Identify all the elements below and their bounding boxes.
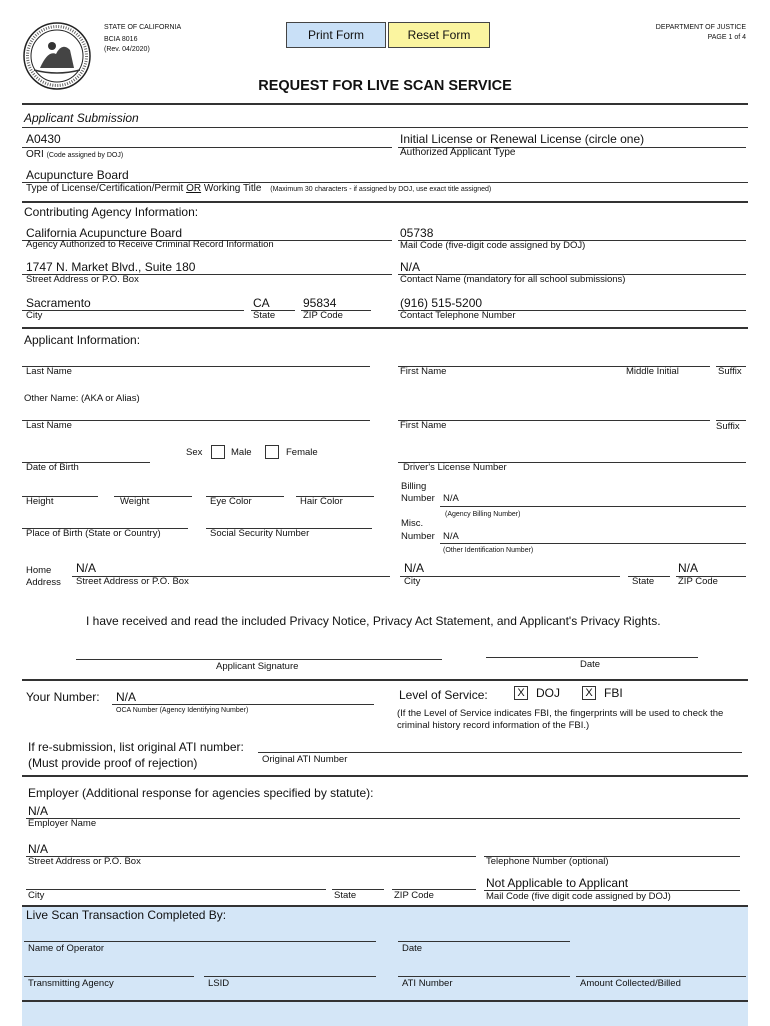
employer-street-label: Street Address or P.O. Box: [28, 856, 141, 867]
billing-note: (Agency Billing Number): [445, 511, 521, 518]
divider: [22, 1000, 748, 1002]
female-checkbox[interactable]: [265, 445, 279, 459]
weight-label: Weight: [120, 496, 150, 507]
fbi-note-line1: (If the Level of Service indicates FBI, the fingerprints will be used to check the: [397, 708, 724, 719]
amount-label: Amount Collected/Billed: [580, 978, 681, 989]
aka-first-name-label: First Name: [400, 420, 447, 431]
original-ati-label: Original ATI Number: [262, 754, 348, 765]
first-name-label: First Name: [400, 366, 447, 377]
other-name-label: Other Name: (AKA or Alias): [24, 393, 140, 404]
agency-city-label: City: [26, 310, 43, 321]
divider: [22, 327, 748, 329]
female-label: Female: [286, 447, 318, 458]
original-ati-line: [258, 752, 742, 753]
field-line: [576, 976, 746, 977]
agency-name-field[interactable]: California Acupuncture Board: [26, 226, 183, 240]
hair-color-label: Hair Color: [300, 496, 343, 507]
aka-last-name-label: Last Name: [26, 420, 72, 431]
signature-label: Applicant Signature: [216, 661, 299, 672]
agency-street-label: Street Address or P.O. Box: [26, 274, 139, 285]
misc-note: (Other Identification Number): [443, 547, 534, 554]
fbi-checkbox[interactable]: X: [582, 686, 596, 700]
ati-number-label: ATI Number: [402, 978, 453, 989]
ori-field[interactable]: A0430: [26, 132, 61, 146]
employer-name-field[interactable]: N/A: [28, 804, 49, 818]
agency-name-label: Agency Authorized to Receive Criminal Record Information: [26, 239, 274, 250]
mail-code-field[interactable]: 05738: [400, 226, 434, 240]
live-scan-section-bg: [22, 906, 748, 1026]
field-line: [26, 818, 740, 819]
agency-state-field[interactable]: CA: [253, 296, 270, 310]
contact-phone-field[interactable]: (916) 515-5200: [400, 296, 483, 310]
license-label-part1: Type of License/Certification/Permit: [26, 183, 187, 194]
home-city-label: City: [404, 576, 421, 587]
field-line: [26, 889, 326, 890]
agency-zip-label: ZIP Code: [303, 310, 343, 321]
license-type-label: [26, 183, 491, 194]
billing-label-2: Number: [401, 493, 435, 504]
your-number-field[interactable]: N/A: [116, 690, 137, 704]
page-title: REQUEST FOR LIVE SCAN SERVICE: [258, 78, 512, 94]
page-indicator: PAGE 1 of 4: [707, 34, 746, 41]
field-line: [204, 976, 376, 977]
field-line: [398, 976, 570, 977]
reset-form-button[interactable]: Reset Form: [388, 22, 490, 48]
sex-label: Sex: [186, 447, 203, 458]
place-of-birth-label: Place of Birth (State or Country): [26, 528, 161, 539]
operator-label: Name of Operator: [28, 943, 105, 954]
ssn-label: Social Security Number: [210, 528, 310, 539]
drivers-license-label: Driver's License Number: [403, 462, 507, 473]
mail-code-label: Mail Code (five-digit code assigned by DOJ): [400, 240, 586, 251]
signature-date-label: Date: [580, 659, 601, 670]
date-line: [486, 657, 698, 658]
transmitting-agency-label: Transmitting Agency: [28, 978, 114, 989]
home-street-label: Street Address or P.O. Box: [76, 576, 189, 587]
your-number-label: Your Number:: [26, 690, 100, 704]
employer-street-field[interactable]: N/A: [28, 842, 49, 856]
agency-street-field[interactable]: 1747 N. Market Blvd., Suite 180: [26, 260, 196, 274]
agency-zip-field[interactable]: 95834: [303, 296, 337, 310]
field-line: [22, 366, 370, 367]
privacy-statement: I have received and read the included Privacy Notice, Privacy Act Statement, and Applicant's Privacy Rights.: [86, 614, 661, 628]
resubmission-note: (Must provide proof of rejection): [28, 756, 198, 770]
home-zip-label: ZIP Code: [678, 576, 718, 587]
home-city-field[interactable]: N/A: [404, 561, 425, 575]
employer-name-label: Employer Name: [28, 818, 97, 829]
divider: [22, 201, 748, 203]
license-label-part2: Working Title: [201, 183, 262, 194]
aka-suffix-label: Suffix: [716, 421, 740, 432]
oca-note: OCA Number (Agency Identifying Number): [116, 707, 249, 714]
agency-city-field[interactable]: Sacramento: [26, 296, 91, 310]
misc-label-1: Misc.: [401, 518, 424, 529]
field-line: [398, 941, 570, 942]
form-id: BCIA 8016: [104, 36, 138, 43]
home-label-1: Home: [26, 565, 52, 576]
print-form-button[interactable]: Print Form: [286, 22, 386, 48]
contact-name-label: Contact Name (mandatory for all school submissions): [400, 274, 626, 285]
lsid-label: LSID: [208, 978, 230, 989]
divider: [22, 679, 748, 681]
misc-label-2: Number: [401, 531, 435, 542]
divider: [22, 127, 748, 128]
height-label: Height: [26, 496, 54, 507]
ori-note: (Code assigned by DOJ): [46, 152, 124, 159]
license-type-field[interactable]: Acupuncture Board: [26, 168, 129, 182]
doj-checkbox[interactable]: X: [514, 686, 528, 700]
home-label-2: Address: [26, 577, 61, 588]
applicant-submission-heading: Applicant Submission: [24, 111, 139, 125]
billing-number-field[interactable]: N/A: [443, 493, 459, 504]
ori-label-text: ORI: [26, 149, 44, 160]
employer-heading: Employer (Additional response for agencies specified by statute):: [28, 786, 374, 800]
contributing-agency-heading: Contributing Agency Information:: [24, 205, 199, 219]
ori-label: [26, 149, 123, 160]
state-label: STATE OF CALIFORNIA: [104, 24, 182, 31]
billing-label-1: Billing: [401, 481, 427, 492]
suffix-label: Suffix: [718, 366, 742, 377]
field-line: [24, 976, 194, 977]
license-label-or: OR: [186, 183, 202, 194]
resubmission-label: If re-submission, list original ATI number:: [28, 740, 244, 754]
contact-name-field[interactable]: N/A: [400, 260, 421, 274]
last-name-label: Last Name: [26, 366, 72, 377]
employer-zip-label: ZIP Code: [394, 890, 434, 901]
misc-number-field[interactable]: N/A: [443, 531, 459, 542]
employer-phone-label: Telephone Number (optional): [486, 856, 609, 867]
doj-label: DOJ: [536, 686, 560, 700]
home-street-field[interactable]: N/A: [76, 561, 97, 575]
field-line: [440, 506, 746, 507]
fbi-label: FBI: [604, 686, 623, 700]
home-zip-field[interactable]: N/A: [678, 561, 699, 575]
level-of-service-label: Level of Service:: [399, 688, 488, 702]
divider: [22, 103, 748, 105]
employer-mail-code-field[interactable]: Not Applicable to Applicant: [486, 876, 629, 890]
employer-city-label: City: [28, 890, 45, 901]
authorized-applicant-type-label: Authorized Applicant Type: [400, 147, 516, 158]
divider: [22, 905, 748, 907]
applicant-info-heading: Applicant Information:: [24, 333, 141, 347]
agency-state-label: State: [253, 310, 276, 321]
live-scan-date-label: Date: [402, 943, 423, 954]
department-label: DEPARTMENT OF JUSTICE: [655, 24, 746, 31]
field-line: [112, 704, 374, 705]
field-line: [22, 147, 392, 148]
fbi-note-line2: criminal history record information of the FBI.): [397, 720, 590, 731]
field-line: [440, 543, 746, 544]
field-line: [22, 420, 370, 421]
live-scan-heading: Live Scan Transaction Completed By:: [26, 908, 227, 922]
form-revision: (Rev. 04/2020): [104, 46, 150, 53]
divider: [22, 775, 748, 777]
signature-line: [76, 659, 442, 660]
field-line: [22, 310, 244, 311]
middle-initial-label: Middle Initial: [626, 366, 679, 377]
male-label: Male: [231, 447, 252, 458]
authorized-applicant-type-field[interactable]: Initial License or Renewal License (circle one): [400, 132, 645, 146]
employer-state-label: State: [334, 890, 357, 901]
field-line: [400, 576, 620, 577]
male-checkbox[interactable]: [211, 445, 225, 459]
home-state-label: State: [632, 576, 655, 587]
dob-label: Date of Birth: [26, 462, 79, 473]
field-line: [24, 941, 376, 942]
license-note: (Maximum 30 characters - if assigned by DOJ, use exact title assigned): [270, 186, 492, 193]
eye-color-label: Eye Color: [210, 496, 252, 507]
contact-phone-label: Contact Telephone Number: [400, 310, 516, 321]
employer-mail-code-label: Mail Code (five digit code assigned by DOJ): [486, 891, 671, 902]
